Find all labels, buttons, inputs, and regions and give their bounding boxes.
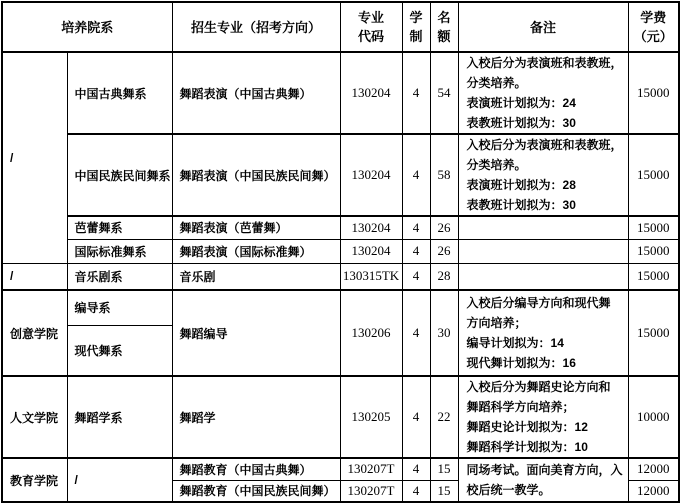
fee-cell: 15000: [628, 134, 679, 216]
table-row: [2, 263, 679, 290]
major-cell: 舞蹈表演（中国民族民间舞）: [172, 134, 340, 216]
quota-cell: 15: [430, 480, 458, 502]
remark-line: 编导计划拟为：14: [466, 336, 564, 350]
remark-line: 方向培养；: [466, 316, 527, 330]
header-code-line2: 代码: [358, 29, 385, 44]
header-remark: 备注: [458, 2, 628, 52]
years-cell: 4: [402, 239, 430, 263]
header-years-line1: 学: [409, 10, 423, 25]
header-dept: 培养院系: [2, 2, 172, 52]
remark-cell: [458, 458, 628, 502]
dept-group-cell: 人文学院: [2, 376, 67, 458]
header-code: [340, 2, 402, 52]
header-years: [402, 2, 430, 52]
remark-line: 舞蹈科学计划拟为：10: [466, 440, 588, 454]
major-cell: 音乐剧: [172, 263, 340, 290]
major-cell: 舞蹈学: [172, 376, 340, 458]
dept-cell: 国际标准舞系: [67, 239, 172, 263]
quota-cell: 54: [430, 52, 458, 134]
fee-cell: 15000: [628, 290, 679, 376]
fee-cell: 12000: [628, 458, 679, 480]
years-cell: 4: [402, 216, 430, 239]
header-quota: [430, 2, 458, 52]
code-cell: 130206: [340, 290, 402, 376]
years-cell: 4: [402, 290, 430, 376]
major-cell: 舞蹈教育（中国民族民间舞）: [172, 480, 340, 502]
dept-cell: 芭蕾舞系: [67, 216, 172, 239]
header-quota-line2: 额: [437, 29, 451, 44]
remark-line: 同场考试。面向美育方向，入: [466, 463, 623, 477]
quota-cell: 26: [430, 239, 458, 263]
quota-cell: 30: [430, 290, 458, 376]
remark-line: 入校后分为表演班和表教班，: [466, 56, 623, 70]
remark-cell: [458, 263, 628, 290]
header-quota-line1: 名: [437, 10, 451, 25]
years-cell: 4: [402, 52, 430, 134]
remark-cell: [458, 52, 628, 134]
quota-cell: 26: [430, 216, 458, 239]
remark-line: 分类培养。: [466, 158, 527, 172]
years-cell: 4: [402, 458, 430, 480]
dept-cell: /: [67, 458, 172, 502]
remark-line: 表演班计划拟为：24: [466, 96, 576, 110]
dept-group-cell: 教育学院: [2, 458, 67, 502]
remark-cell: [458, 239, 628, 263]
remark-line: 舞蹈科学方向培养；: [466, 400, 575, 414]
code-cell: 130204: [340, 52, 402, 134]
years-cell: 4: [402, 376, 430, 458]
major-cell: 舞蹈教育（中国古典舞）: [172, 458, 340, 480]
years-cell: 4: [402, 263, 430, 290]
header-major: 招生专业（招考方向）: [172, 2, 340, 52]
table-row: [2, 134, 679, 216]
dept-group-cell: /: [2, 52, 67, 263]
quota-cell: 22: [430, 376, 458, 458]
code-cell: 130205: [340, 376, 402, 458]
major-cell: 舞蹈表演（中国古典舞）: [172, 52, 340, 134]
remark-cell: [458, 376, 628, 458]
table-row: [2, 458, 679, 480]
fee-cell: 15000: [628, 216, 679, 239]
remark-line: 舞蹈史论计划拟为：12: [466, 420, 588, 434]
remark-line: 入校后分为表演班和表教班，: [466, 138, 623, 152]
quota-cell: 28: [430, 263, 458, 290]
remark-line: 表教班计划拟为：30: [466, 116, 576, 130]
fee-cell: 10000: [628, 376, 679, 458]
header-years-line2: 制: [409, 29, 423, 44]
table-row: [2, 216, 679, 239]
code-cell: 130207T: [340, 458, 402, 480]
fee-cell: 15000: [628, 263, 679, 290]
fee-cell: 15000: [628, 239, 679, 263]
table-row: [2, 239, 679, 263]
dept-cell: 现代舞系: [67, 325, 172, 376]
dept-cell: 编导系: [67, 290, 172, 325]
dept-cell: 舞蹈学系: [67, 376, 172, 458]
remark-cell: [458, 290, 628, 376]
major-cell: 舞蹈编导: [172, 290, 340, 376]
remark-line: 入校后分为舞蹈史论方向和: [466, 380, 611, 394]
code-cell: 130207T: [340, 480, 402, 502]
years-cell: 4: [402, 480, 430, 502]
remark-cell: [458, 216, 628, 239]
code-cell: 130204: [340, 216, 402, 239]
major-cell: 舞蹈表演（芭蕾舞）: [172, 216, 340, 239]
code-cell: 130204: [340, 134, 402, 216]
table-row: [2, 376, 679, 458]
fee-cell: 12000: [628, 480, 679, 502]
dept-cell: 音乐剧系: [67, 263, 172, 290]
remark-line: 入校后分编导方向和现代舞: [466, 296, 611, 310]
dept-cell: 中国民族民间舞系: [67, 134, 172, 216]
dept-cell: 中国古典舞系: [67, 52, 172, 134]
quota-cell: 15: [430, 458, 458, 480]
dept-group-cell: /: [2, 263, 67, 290]
table-row: [2, 290, 679, 325]
remark-line: 分类培养。: [466, 76, 527, 90]
header-fee-line2: （元）: [633, 29, 673, 44]
admissions-table: [1, 1, 680, 503]
code-cell: 130204: [340, 239, 402, 263]
remark-line: 表教班计划拟为：30: [466, 198, 576, 212]
header-fee: [628, 2, 679, 52]
header-row: [2, 2, 679, 52]
header-code-line1: 专业: [358, 10, 385, 25]
major-cell: 舞蹈表演（国际标准舞）: [172, 239, 340, 263]
quota-cell: 58: [430, 134, 458, 216]
remark-line: 表演班计划拟为：28: [466, 178, 576, 192]
remark-line: 现代舞计划拟为：16: [466, 356, 576, 370]
dept-group-cell: 创意学院: [2, 290, 67, 376]
code-cell: 130315TK: [340, 263, 402, 290]
fee-cell: 15000: [628, 52, 679, 134]
remark-line: 校后统一教学。: [466, 483, 551, 497]
remark-cell: [458, 134, 628, 216]
table-row: [2, 52, 679, 134]
header-fee-line1: 学费: [640, 10, 667, 25]
years-cell: 4: [402, 134, 430, 216]
